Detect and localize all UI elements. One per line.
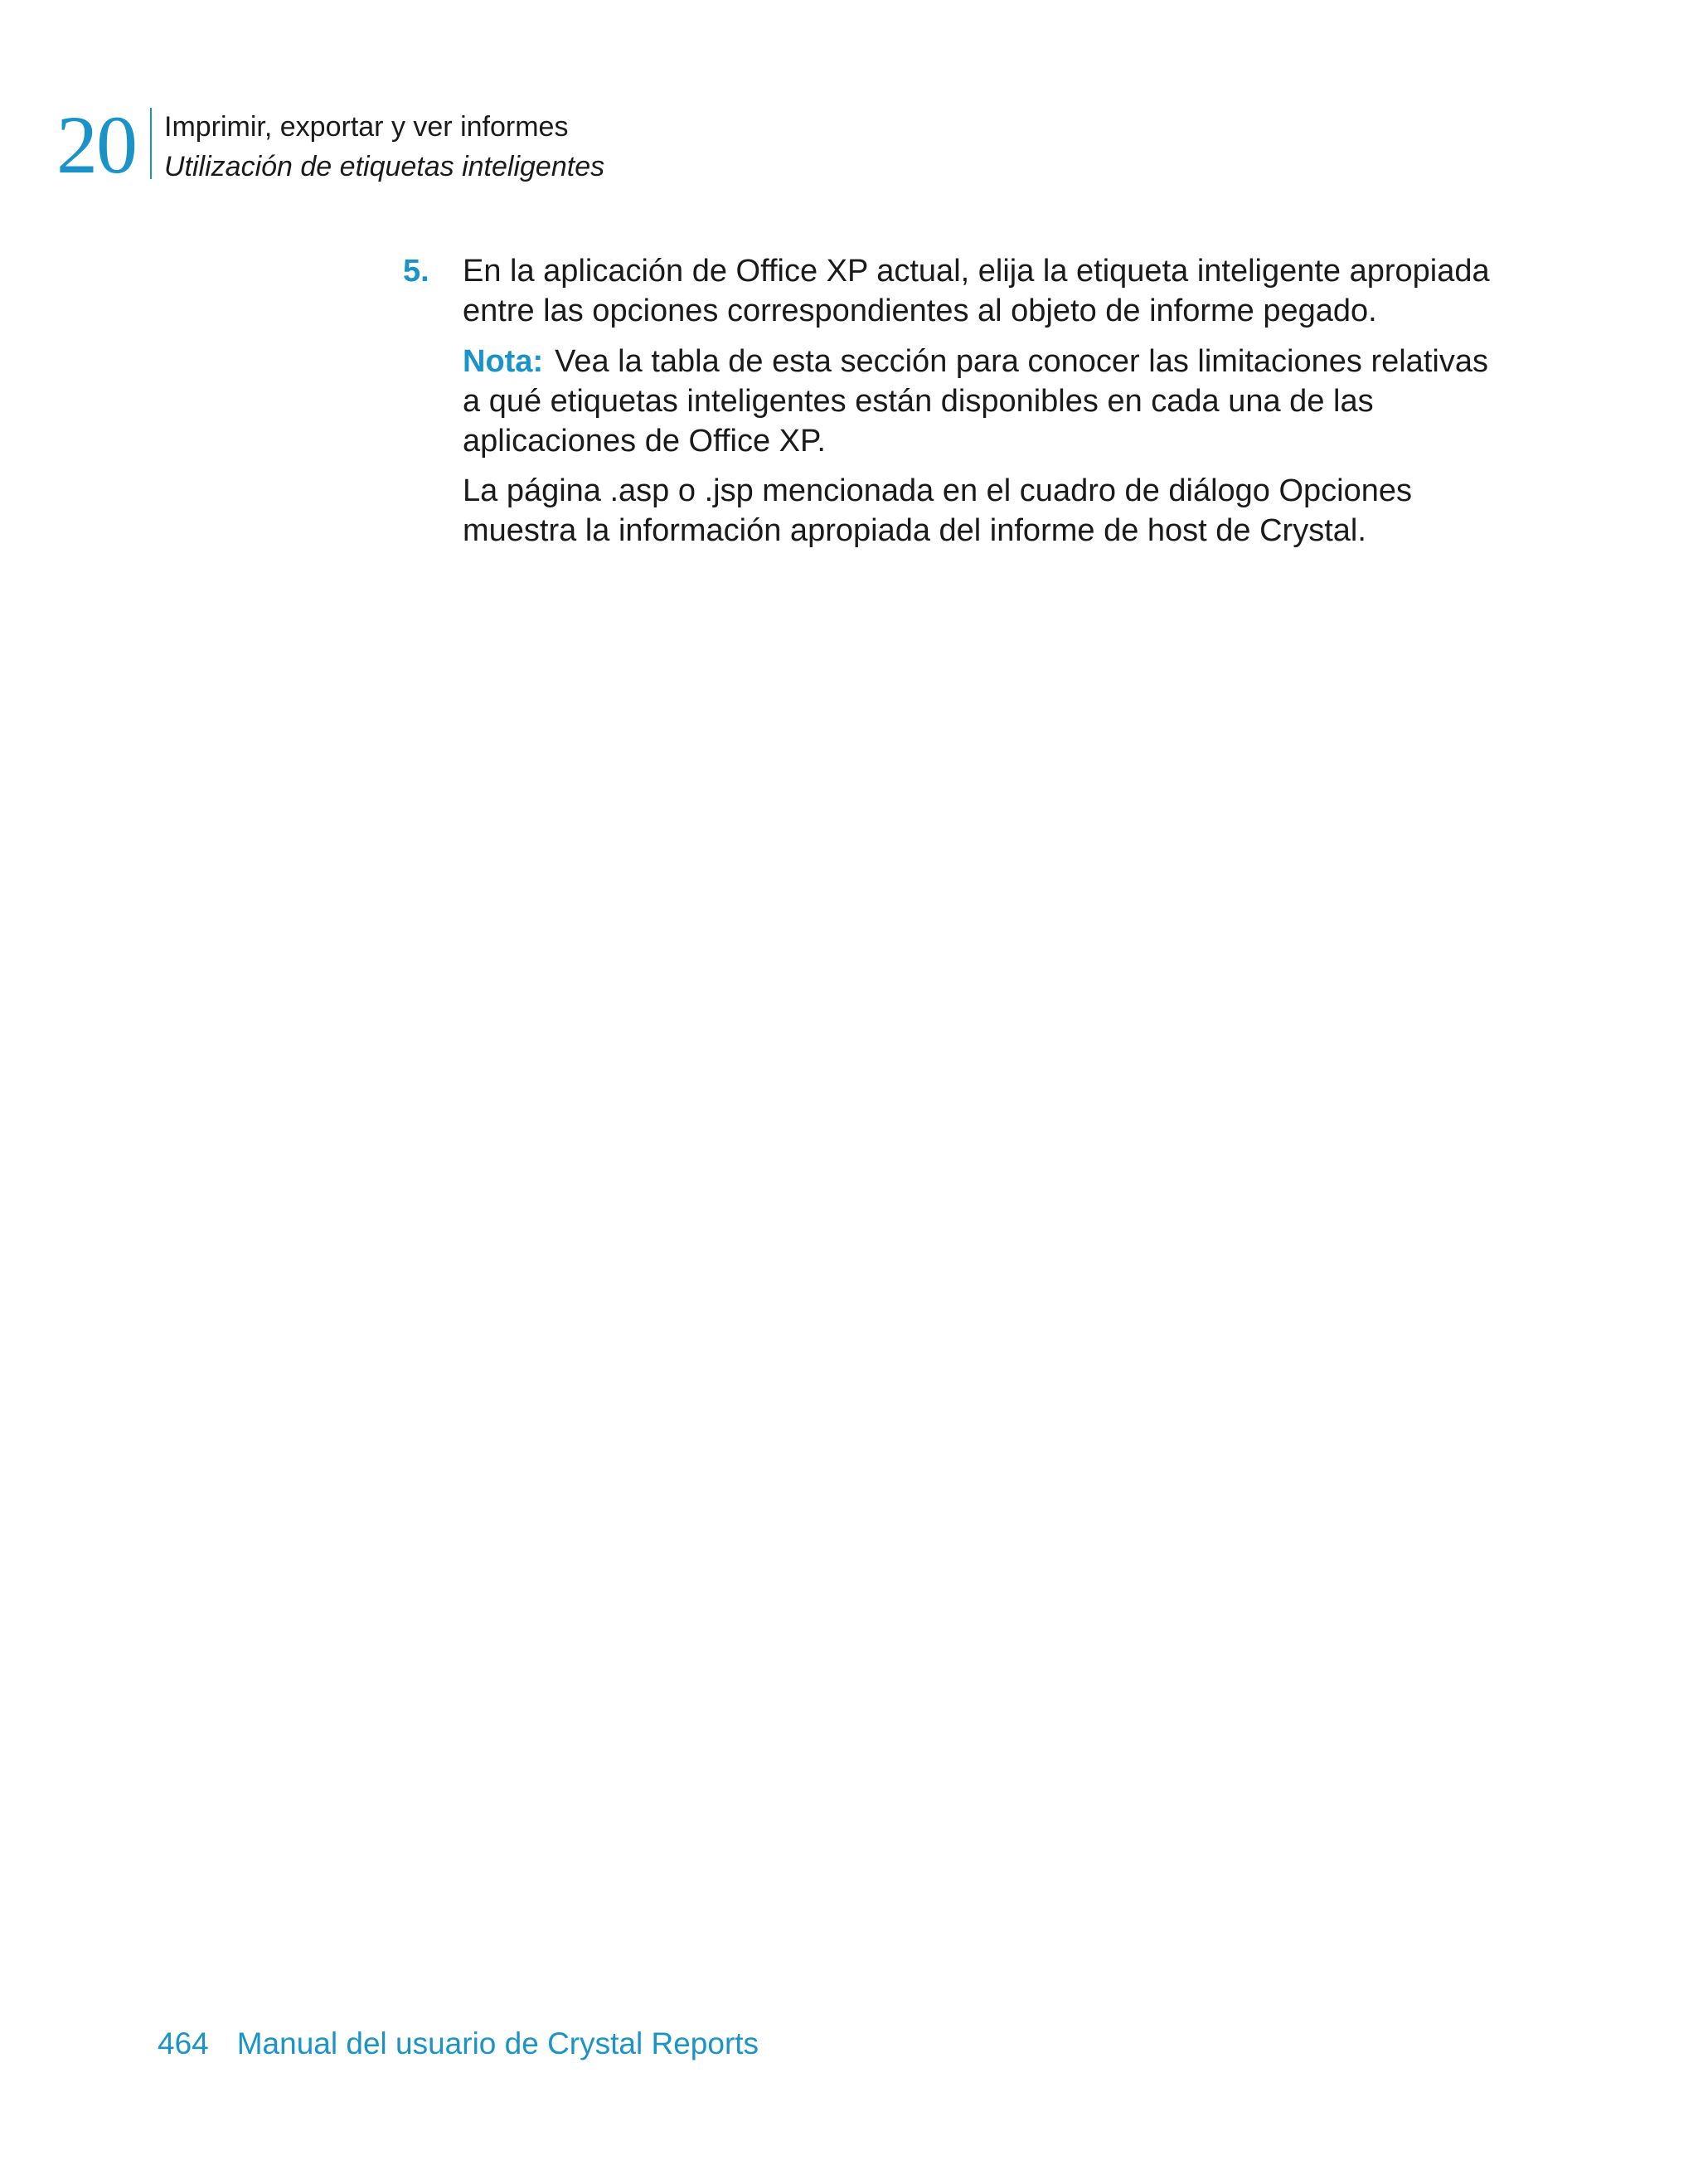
body-paragraph: La página .asp o .jsp mencionada en el cuadro de diálogo Opciones muestra la información apropiada del informe de host de Crystal. <box>463 473 1413 548</box>
section-title: Utilización de etiquetas inteligentes <box>164 151 605 182</box>
note-block <box>463 342 1491 461</box>
step-text: En la aplicación de Office XP actual, elija la etiqueta inteligente apropiada entre las opciones correspondientes al objeto de informe pegado. <box>463 254 1490 328</box>
step-number: 5. <box>403 254 429 289</box>
page-footer <box>158 2025 759 2063</box>
page-number: 464 <box>158 2026 209 2060</box>
manual-title: Manual del usuario de Crystal Reports <box>236 2026 759 2060</box>
note-label: Nota: <box>463 344 544 379</box>
header-divider <box>150 108 152 179</box>
note-text: Vea la tabla de esta sección para conocer las limitaciones relativas a qué etiquetas inteligentes están disponibles en cada una de las aplicaciones de Office XP. <box>463 344 1488 459</box>
chapter-number: 20 <box>56 99 136 191</box>
chapter-title: Imprimir, exportar y ver informes <box>164 111 569 143</box>
